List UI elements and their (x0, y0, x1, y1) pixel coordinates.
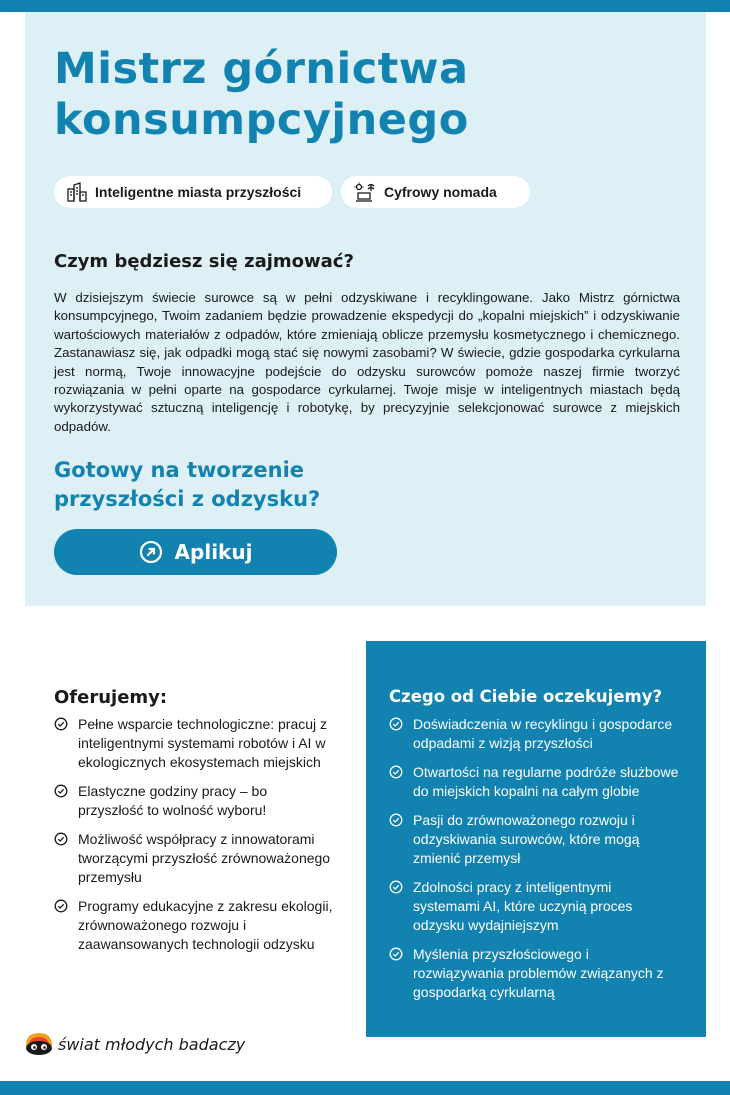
list-item-text: Pasji do zrównoważonego rozwoju i odzyskiwania surowców, które mogą zmienić przemysł (413, 812, 640, 866)
check-circle-icon (389, 717, 403, 731)
check-circle-icon (54, 899, 68, 913)
check-circle-icon (54, 784, 68, 798)
check-circle-icon (54, 832, 68, 846)
list-item (389, 878, 681, 935)
list-item (389, 763, 681, 801)
apply-button[interactable] (54, 529, 337, 575)
logo-text: świat młodych badaczy (58, 1034, 246, 1054)
page-title (54, 44, 674, 146)
cta-heading (54, 456, 454, 514)
tag-smart-cities (54, 176, 332, 208)
check-circle-icon (389, 880, 403, 894)
top-accent-bar (0, 0, 730, 12)
apply-button-label: Aplikuj (174, 540, 253, 564)
cta-line-2: przyszłości z odzysku? (54, 487, 321, 511)
arrow-circle-icon (139, 540, 163, 564)
offer-list (54, 715, 335, 964)
brand-logo (24, 1027, 245, 1061)
list-item-text: Myślenia przyszłościowego i rozwiązywania problemów związanych z gospodarką cyrkularną (413, 946, 664, 1000)
expectations-list (389, 715, 681, 1012)
list-item-text: Elastyczne godziny pracy – bo przyszłość to wolność wyboru! (78, 783, 268, 818)
list-item-text: Otwartości na regularne podróże służbowe do miejskich kopalni na całym globie (413, 764, 679, 799)
bottom-accent-bar (0, 1081, 730, 1095)
list-item-text: Doświadczenia w recyklingu i gospodarce odpadami z wizją przyszłości (413, 716, 673, 751)
list-item (54, 830, 335, 887)
cta-line-1: Gotowy na tworzenie (54, 458, 305, 482)
title-line-1: Mistrz górnictwa (54, 44, 469, 94)
list-item (389, 945, 681, 1002)
list-item-text: Zdolności pracy z inteligentnymi systemami AI, które uczynią proces odzysku wydajniejszym (413, 879, 633, 933)
about-description: W dzisiejszym świecie surowce są w pełni odzyskiwane i recyklingowane. Jako Mistrz górnictwa konsumpcyjnego, Twoim zadaniem będzie prowadzenie ekspedycji do „kopalni miejskich” i odzyskiwanie wartościowych materiałów z odpadów, które zmieniają oblicze przemysłu kosmetycznego i chemicznego. Zastanawiasz się, jak odpadki mogą stać się nowymi zasobami? W świecie, gdzie gospodarka cyrkularna jest normą, Twoje innowacyjne podejście do odzysku surowców pomoże naszej firmie tworzyć rozwiązania w pełni oparte na gospodarce cyrkularnej. Twoje misje w inteligentnych miastach będą wykorzystywać sztuczną inteligencję i robotykę, by precyzyjnie selekcjonować surowce z miejskich odpadów. (54, 290, 680, 434)
title-line-2: konsumpcyjnego (54, 95, 469, 145)
tag-label: Cyfrowy nomada (384, 184, 497, 200)
list-item (389, 715, 681, 753)
logo-mascot-icon (24, 1030, 54, 1058)
list-item (389, 811, 681, 868)
list-item (54, 782, 335, 820)
check-circle-icon (389, 813, 403, 827)
about-heading: Czym będziesz się zajmować? (54, 251, 354, 272)
list-item-text: Programy edukacyjne z zakresu ekologii, zrównoważonego rozwoju i zaawansowanych technologii odzysku (78, 898, 333, 952)
check-circle-icon (389, 947, 403, 961)
list-item (54, 715, 335, 772)
offer-heading: Oferujemy: (54, 687, 168, 708)
expectations-heading: Czego od Ciebie oczekujemy? (389, 687, 663, 706)
check-circle-icon (389, 765, 403, 779)
list-item-text: Pełne wsparcie technologiczne: pracuj z inteligentnymi systemami robotów i AI w ekologicznych ekosystemach miejskich (78, 716, 328, 770)
list-item (54, 897, 335, 954)
list-item-text: Możliwość współpracy z innowatorami tworzącymi przyszłość zrównoważonego przemysłu (78, 831, 331, 885)
tag-digital-nomad (341, 176, 530, 208)
city-icon (66, 182, 88, 202)
check-circle-icon (54, 717, 68, 731)
tag-label: Inteligentne miasta przyszłości (95, 184, 302, 200)
nomad-laptop-icon (353, 182, 377, 202)
